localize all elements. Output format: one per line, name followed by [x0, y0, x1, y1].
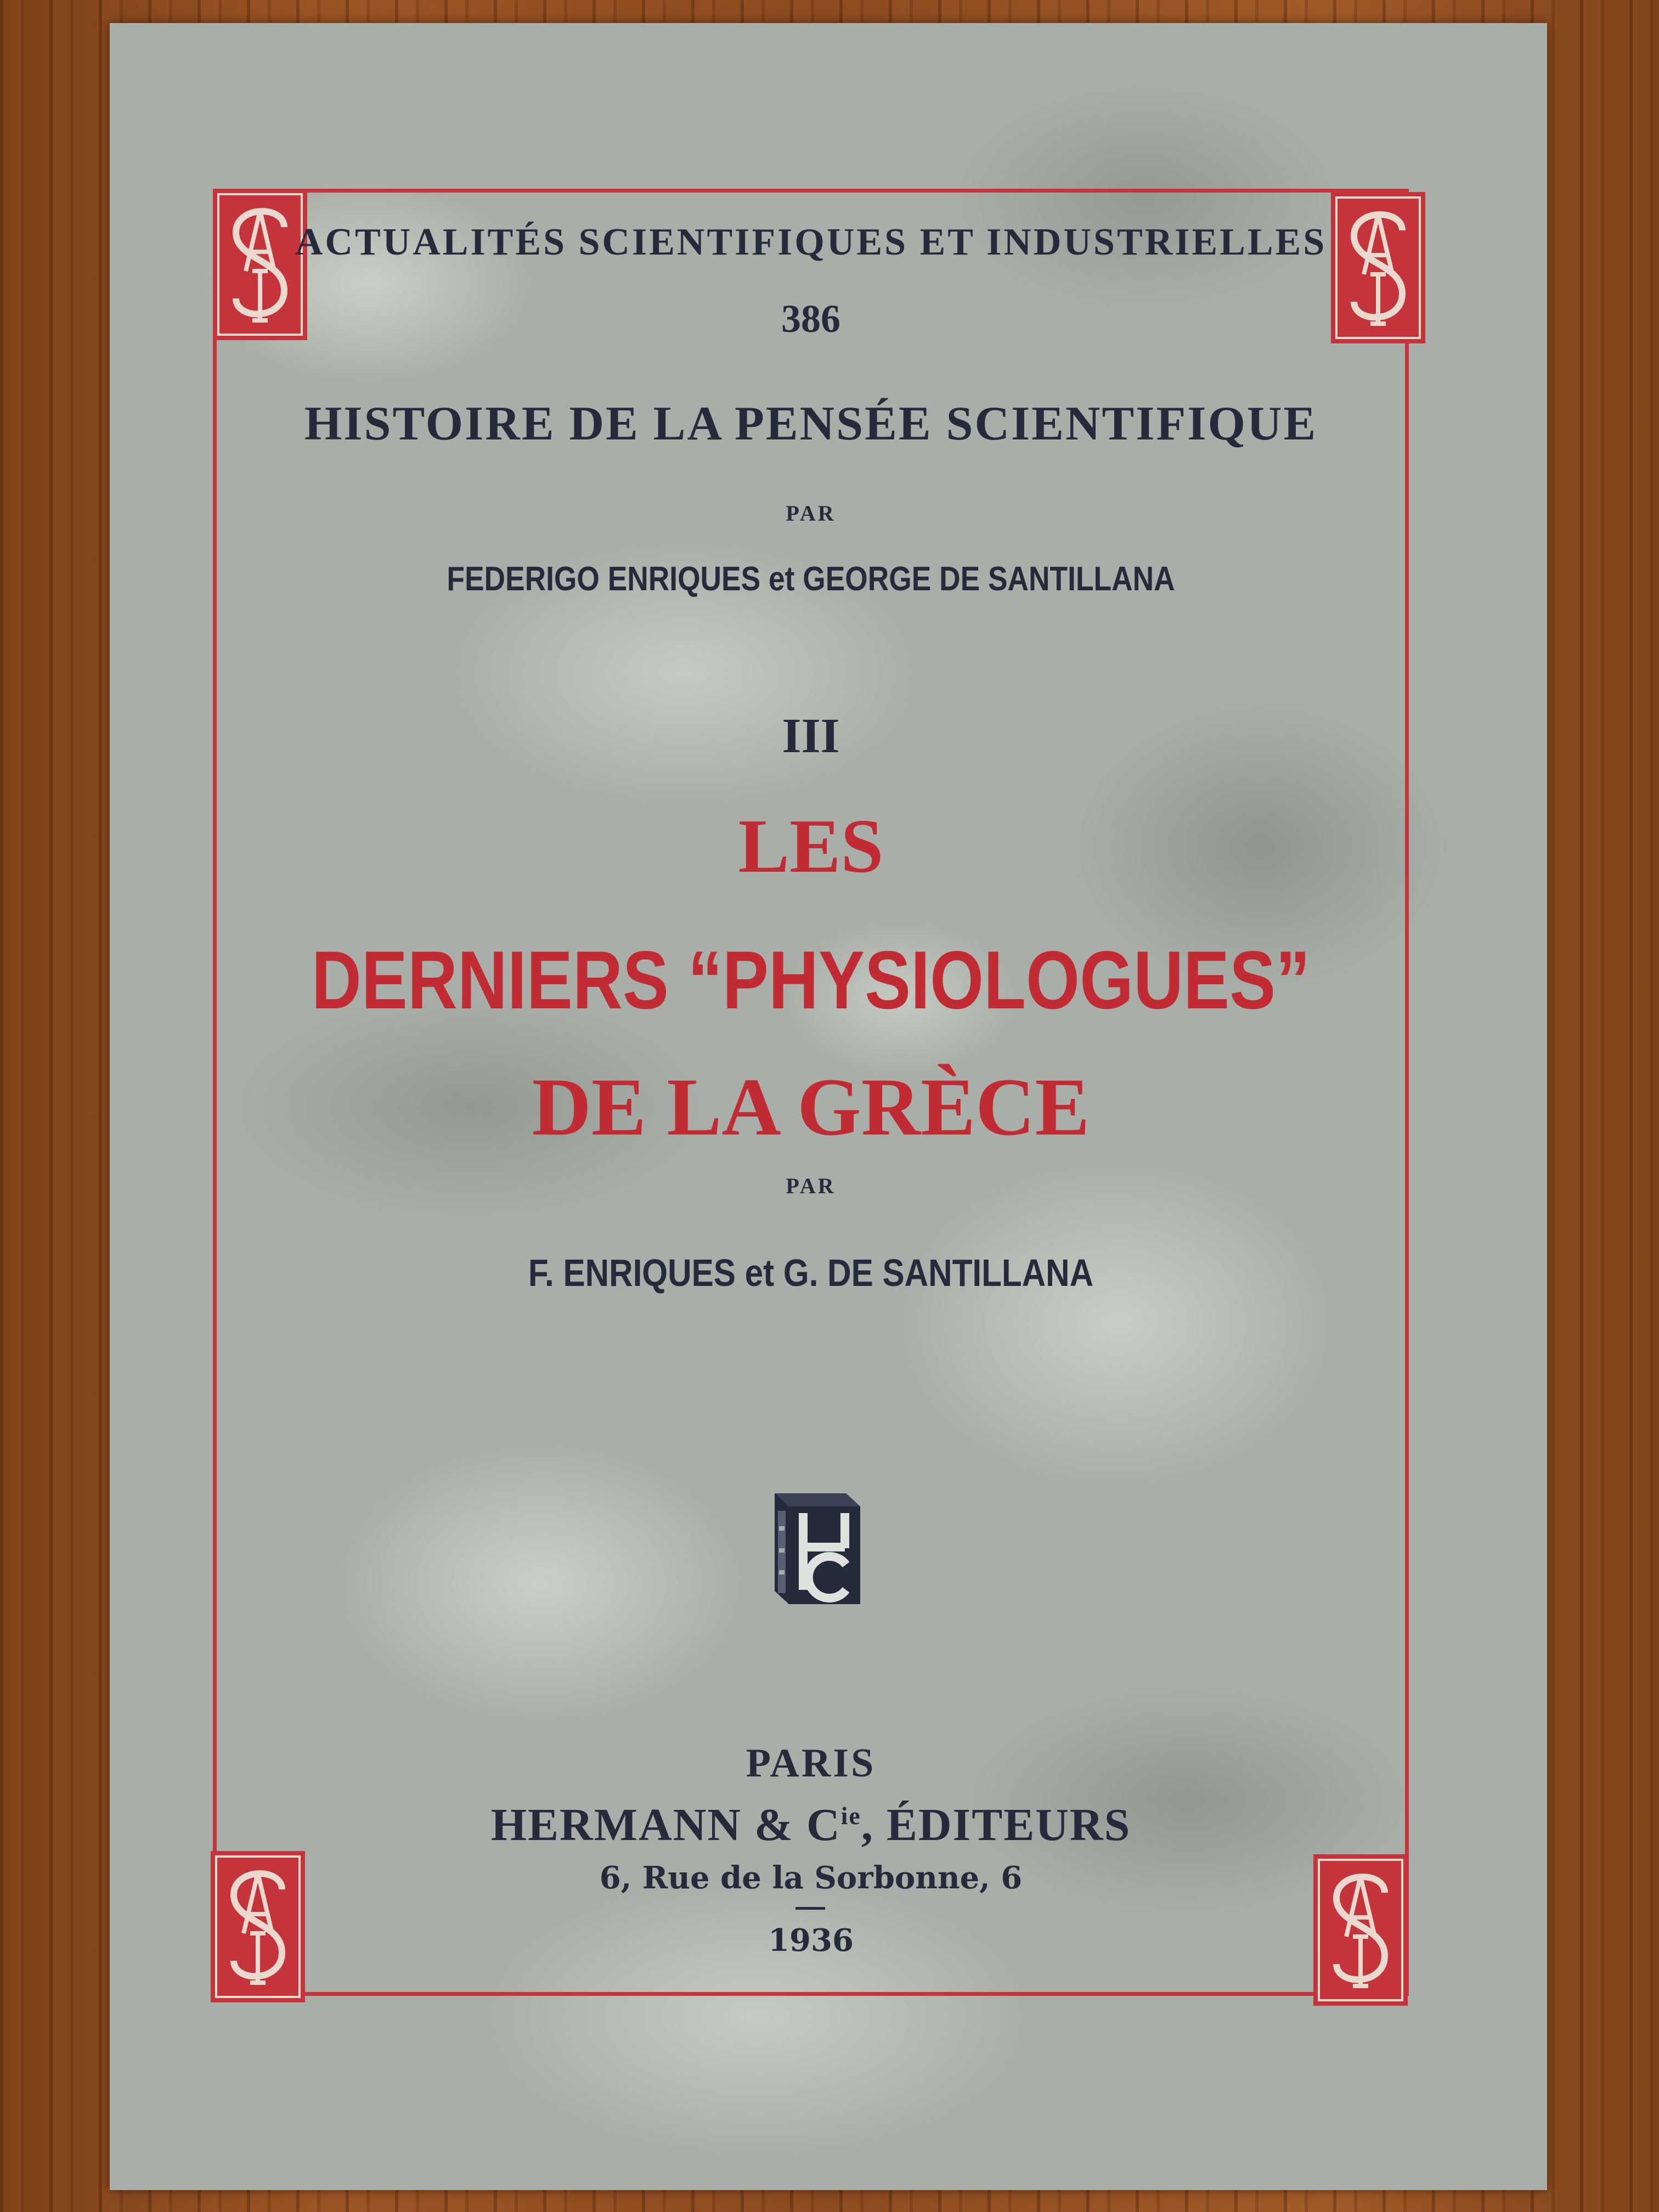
- book-title-line-2: DERNIERS “PHYSIOLOGUES”: [311, 934, 1311, 1026]
- publisher-address: 6, Rue de la Sorbonne, 6: [599, 1860, 1023, 1896]
- series-number: 386: [781, 297, 840, 341]
- divider-dash: [795, 1907, 825, 1910]
- hermann-book-logo-icon: [764, 1482, 866, 1612]
- volume-number: III: [782, 709, 840, 763]
- publication-year: 1936: [768, 1922, 854, 1959]
- authors-short-names: F. ENRIQUES et G. DE SANTILLANA: [528, 1251, 1094, 1294]
- authors-full-names: FEDERIGO ENRIQUES et GEORGE DE SANTILLANA: [447, 560, 1175, 598]
- publisher-name-suffix: , ÉDITEURS: [861, 1799, 1131, 1850]
- series-title: ACTUALITÉS SCIENTIFIQUES ET INDUSTRIELLES: [295, 221, 1327, 263]
- book-title-line-3: DE LA GRÈCE: [532, 1062, 1090, 1153]
- collection-title: HISTOIRE DE LA PENSÉE SCIENTIFIQUE: [304, 397, 1318, 450]
- publisher-name: [213, 1798, 1409, 1852]
- publisher-name-main: HERMANN & C: [490, 1799, 841, 1850]
- publisher-name-superscript: ie: [840, 1802, 861, 1830]
- book-title-line-1: LES: [738, 804, 884, 889]
- by-label-top: PAR: [786, 501, 836, 526]
- publisher-city: PARIS: [746, 1741, 876, 1786]
- by-label-bottom: PAR: [786, 1173, 836, 1198]
